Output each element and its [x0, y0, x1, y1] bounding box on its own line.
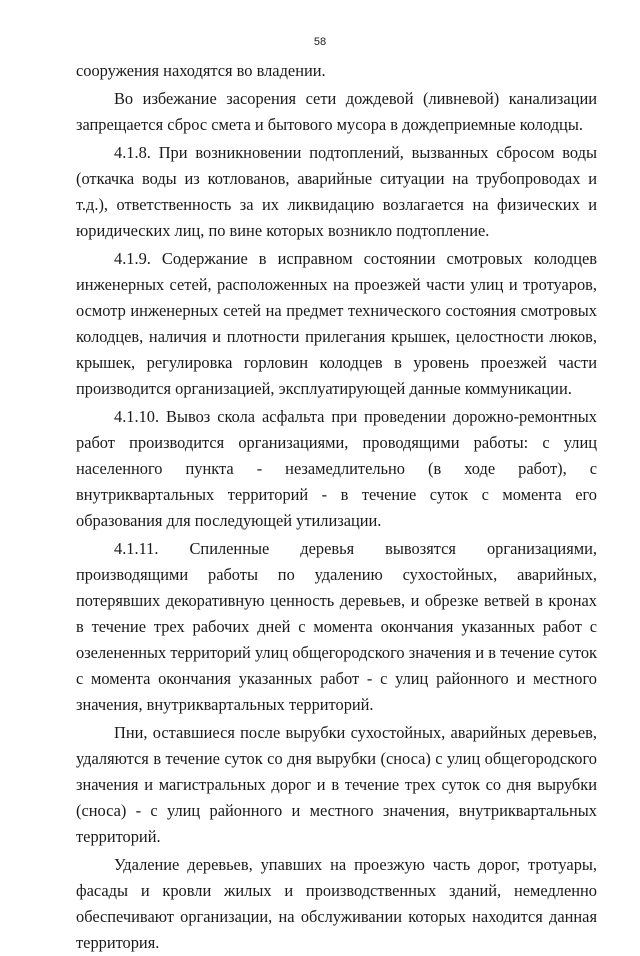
paragraph-4-1-8: 4.1.8. При возникновении подтоплений, вызванных сбросом воды (откачка воды из котлованов, аварийные ситуации на трубопроводах и т.д.), ответственность за их ликвидацию возлагается на физических и юридических лиц, по вине которых возникло подтопление. — [76, 143, 597, 240]
paragraph-storm-sewer: Во избежание засорения сети дождевой (ливневой) канализации запрещается сброс смета и бытового мусора в дождеприемные колодцы. — [76, 89, 597, 134]
paragraph-4-1-11: 4.1.11. Спиленные деревья вывозятся организациями, производящими работы по удалению сухостойных, аварийных, потерявших декоративную ценность деревьев, и обрезке ветвей в кронах в течение трех рабочих дней с момента окончания указанных работ с озелененных территорий улиц общегородского значения и в течение суток с момента окончания указанных работ - с улиц районного и местного значения, внутриквартальных территорий. — [76, 539, 597, 714]
document-body — [76, 58, 597, 956]
page-number: 58 — [313, 36, 327, 48]
paragraph-continuation: сооружения находятся во владении. — [76, 61, 326, 80]
paragraph-fallen-trees: Удаление деревьев, упавших на проезжую часть дорог, тротуары, фасады и кровли жилых и производственных зданий, немедленно обеспечивают организации, на обслуживании которых находится данная территория. — [76, 855, 597, 952]
paragraph-4-1-9: 4.1.9. Содержание в исправном состоянии смотровых колодцев инженерных сетей, расположенных на проезжей части улиц и тротуаров, осмотр инженерных сетей на предмет технического состояния смотровых колодцев, наличия и плотности прилегания крышек, целостности люков, крышек, регулировка горловин колодцев в уровень проезжей части производится организацией, эксплуатирующей данные коммуникации. — [76, 249, 597, 398]
paragraph-stumps: Пни, оставшиеся после вырубки сухостойных, аварийных деревьев, удаляются в течение суток со дня вырубки (сноса) с улиц общегородского значения и магистральных дорог и в течение трех суток со дня вырубки (сноса) - с улиц районного и местного значения, внутриквартальных территорий. — [76, 723, 597, 846]
paragraph-4-1-10: 4.1.10. Вывоз скола асфальта при проведении дорожно-ремонтных работ производится организациями, проводящими работы: с улиц населенного пункта - незамедлительно (в ходе работ), с внутриквартальных территорий - в течение суток с момента его образования для последующей утилизации. — [76, 407, 597, 530]
